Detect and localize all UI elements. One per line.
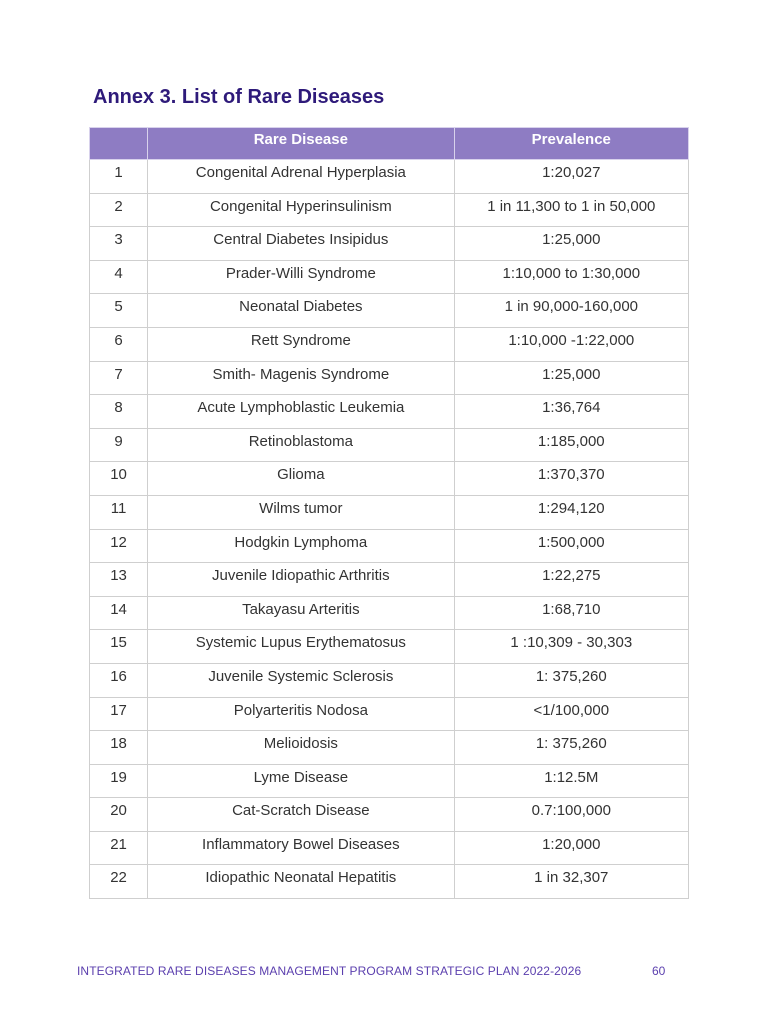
table-row [90,260,689,294]
disease-name: Smith- Magenis Syndrome [148,361,455,395]
disease-name: Acute Lymphoblastic Leukemia [148,395,455,429]
disease-name: Prader-Willi Syndrome [148,260,455,294]
row-number: 18 [90,731,148,765]
prevalence: 1:20,000 [454,831,688,865]
prevalence: 1 in 11,300 to 1 in 50,000 [454,193,688,227]
row-number: 15 [90,630,148,664]
prevalence: 1:10,000 -1:22,000 [454,327,688,361]
disease-name: Melioidosis [148,731,455,765]
disease-name: Polyarteritis Nodosa [148,697,455,731]
prevalence: 1:185,000 [454,428,688,462]
row-number: 13 [90,563,148,597]
prevalence: <1/100,000 [454,697,688,731]
prevalence: 1 in 90,000-160,000 [454,294,688,328]
disease-name: Retinoblastoma [148,428,455,462]
table-row [90,327,689,361]
disease-name: Central Diabetes Insipidus [148,227,455,261]
disease-name: Glioma [148,462,455,496]
prevalence: 1 :10,309 - 30,303 [454,630,688,664]
prevalence: 1:36,764 [454,395,688,429]
row-number: 7 [90,361,148,395]
table-row [90,428,689,462]
disease-name: Cat-Scratch Disease [148,798,455,832]
table-row [90,630,689,664]
prevalence: 1 in 32,307 [454,865,688,899]
prevalence: 1: 375,260 [454,663,688,697]
table-row [90,663,689,697]
disease-name: Inflammatory Bowel Diseases [148,831,455,865]
table-row [90,764,689,798]
row-number: 14 [90,596,148,630]
prevalence: 1:12.5M [454,764,688,798]
disease-name: Hodgkin Lymphoma [148,529,455,563]
disease-name: Rett Syndrome [148,327,455,361]
row-number: 2 [90,193,148,227]
disease-name: Systemic Lupus Erythematosus [148,630,455,664]
table-row [90,697,689,731]
disease-name: Idiopathic Neonatal Hepatitis [148,865,455,899]
header-rare-disease: Rare Disease [148,128,455,160]
prevalence: 1:500,000 [454,529,688,563]
prevalence: 1:25,000 [454,227,688,261]
table-row [90,563,689,597]
prevalence: 1:22,275 [454,563,688,597]
row-number: 20 [90,798,148,832]
table-row [90,395,689,429]
row-number: 22 [90,865,148,899]
table-row [90,831,689,865]
table-row [90,294,689,328]
prevalence: 1:294,120 [454,495,688,529]
table-row [90,160,689,194]
disease-name: Juvenile Systemic Sclerosis [148,663,455,697]
prevalence: 0.7:100,000 [454,798,688,832]
row-number: 19 [90,764,148,798]
row-number: 11 [90,495,148,529]
table-body [90,160,689,899]
row-number: 16 [90,663,148,697]
disease-name: Takayasu Arteritis [148,596,455,630]
disease-name: Wilms tumor [148,495,455,529]
disease-name: Congenital Adrenal Hyperplasia [148,160,455,194]
row-number: 5 [90,294,148,328]
table-row [90,731,689,765]
table-row [90,462,689,496]
prevalence: 1:25,000 [454,361,688,395]
page-title: Annex 3. List of Rare Diseases [93,86,385,108]
page-number: 60 [652,964,666,978]
table-row [90,865,689,899]
disease-name: Lyme Disease [148,764,455,798]
table-row [90,227,689,261]
prevalence: 1:68,710 [454,596,688,630]
table-row [90,596,689,630]
prevalence: 1: 375,260 [454,731,688,765]
row-number: 6 [90,327,148,361]
table-row [90,193,689,227]
row-number: 3 [90,227,148,261]
disease-name: Congenital Hyperinsulinism [148,193,455,227]
row-number: 9 [90,428,148,462]
row-number: 10 [90,462,148,496]
table-row [90,495,689,529]
table-row [90,798,689,832]
row-number: 21 [90,831,148,865]
row-number: 8 [90,395,148,429]
prevalence: 1:10,000 to 1:30,000 [454,260,688,294]
footer-text: INTEGRATED RARE DISEASES MANAGEMENT PROGRAM STRATEGIC PLAN 2022-2026 [77,964,582,978]
prevalence: 1:370,370 [454,462,688,496]
rare-diseases-table [89,127,689,899]
table-header-row [90,128,689,160]
table-row [90,361,689,395]
table-row [90,529,689,563]
prevalence: 1:20,027 [454,160,688,194]
disease-name: Neonatal Diabetes [148,294,455,328]
row-number: 1 [90,160,148,194]
disease-name: Juvenile Idiopathic Arthritis [148,563,455,597]
header-number [90,128,148,160]
row-number: 17 [90,697,148,731]
header-prevalence: Prevalence [454,128,688,160]
row-number: 4 [90,260,148,294]
row-number: 12 [90,529,148,563]
